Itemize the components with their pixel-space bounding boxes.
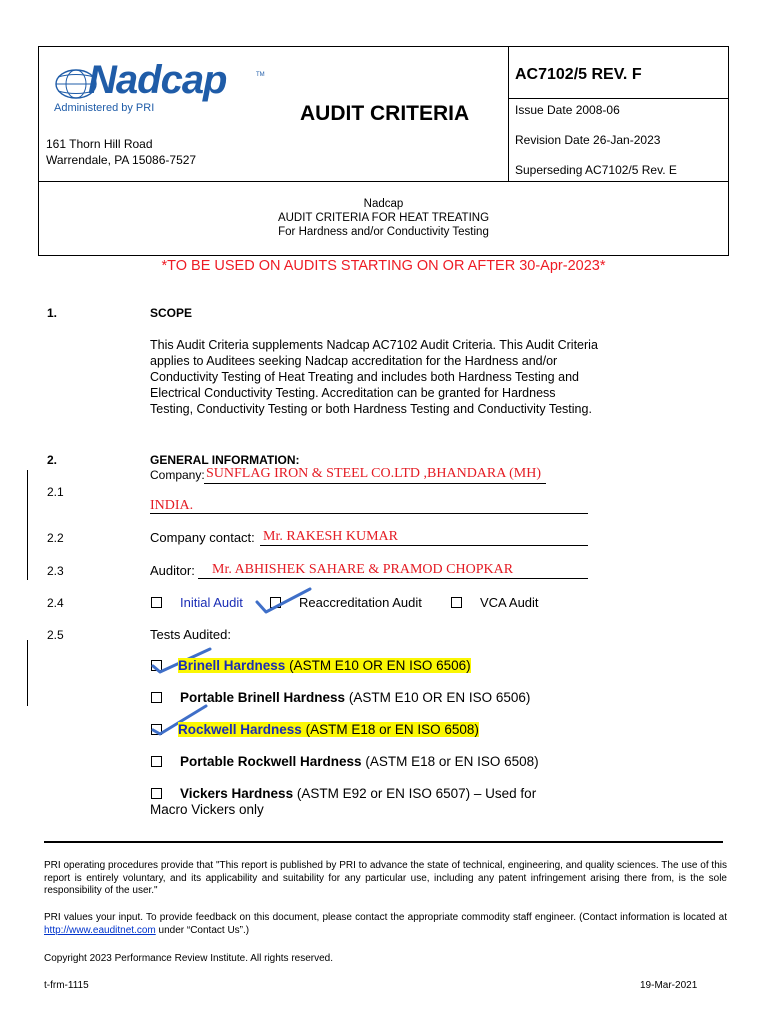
item-number: 2.3	[47, 564, 64, 578]
address-line-2: Warrendale, PA 15086-7527	[46, 153, 197, 167]
test-standard: (ASTM E18 or EN ISO 6508)	[302, 722, 479, 737]
logo-tagline: Administered by PRI	[54, 102, 155, 114]
document-number: AC7102/5 REV. F	[515, 66, 642, 83]
auditor-value: Mr. ABHISHEK SAHARE & PRAMOD CHOPKAR	[212, 562, 514, 577]
test-standard: (ASTM E10 OR EN ISO 6506)	[285, 658, 470, 673]
issue-date: Issue Date 2008-06	[515, 103, 620, 117]
subtitle-line-1: Nadcap	[363, 198, 404, 210]
test-name: Vickers Hardness	[180, 786, 294, 801]
portable-rockwell-checkbox[interactable]	[151, 756, 162, 767]
initial-audit-checkbox[interactable]	[151, 597, 162, 608]
initial-audit-label: Initial Audit	[180, 595, 243, 610]
company-underline	[204, 483, 546, 484]
test-row-rockwell	[178, 722, 479, 737]
test-standard: (ASTM E92 or EN ISO 6507) – Used for	[296, 786, 537, 801]
copyright: Copyright 2023 Performance Review Institute. All rights reserved.	[44, 953, 334, 964]
footer-feedback	[44, 912, 727, 937]
eauditnet-link[interactable]: http://www.eauditnet.com	[44, 924, 156, 936]
section-number: 2.	[47, 453, 58, 467]
test-name: Portable Rockwell Hardness	[180, 754, 362, 769]
subtitle-line-2: AUDIT CRITERIA FOR HEAT TREATING	[277, 212, 490, 224]
usage-notice: *TO BE USED ON AUDITS STARTING ON OR AFTER 30-Apr-2023*	[161, 258, 606, 274]
test-standard-continued: Macro Vickers only	[150, 802, 264, 817]
section-heading: SCOPE	[150, 306, 193, 320]
form-date: 19-Mar-2021	[640, 980, 698, 991]
reaccreditation-audit-label: Reaccreditation Audit	[299, 595, 422, 610]
item-number: 2.4	[47, 596, 64, 610]
subtitle-block	[38, 197, 729, 239]
checkmark-icon	[254, 586, 314, 616]
test-name: Brinell Hardness	[178, 658, 286, 673]
change-bar	[27, 640, 28, 706]
test-name: Portable Brinell Hardness	[180, 690, 346, 705]
test-standard: (ASTM E18 or EN ISO 6508)	[365, 754, 539, 769]
form-id: t-frm-1115	[44, 980, 89, 991]
item-number: 2.2	[47, 531, 64, 545]
footer-rule	[44, 841, 723, 843]
vca-audit-checkbox[interactable]	[451, 597, 462, 608]
section-number: 1.	[47, 306, 58, 320]
company-value-line-2: INDIA.	[150, 498, 194, 513]
test-row-vickers	[180, 786, 536, 801]
vickers-checkbox[interactable]	[151, 788, 162, 799]
footer-disclaimer: PRI operating procedures provide that "This report is published by PRI to advance the state of technical, engineering, and quality sciences. The use of this report is entirely voluntary, and its applicability and suitability for any particular use, including any patent infringement arising there from, is the sole responsibility of the user."	[44, 860, 727, 896]
footer-feedback-text-end: under “Contact Us”.)	[155, 924, 250, 936]
contact-value: Mr. RAKESH KUMAR	[263, 529, 398, 544]
logo-wordmark: Nadcap	[88, 58, 227, 102]
scope-paragraph: This Audit Criteria supplements Nadcap AC7102 Audit Criteria. This Audit Criteria applies to Auditees seeking Nadcap accreditation for the Hardness and/or Conductivity Testing of Heat Treating and includes both Hardness Testing and Electrical Conductivity Testing. Accreditation can be granted for Hardness Testing, Conductivity Testing or both Hardness Testing and Conductivity Testing.	[150, 338, 598, 416]
superseding: Superseding AC7102/5 Rev. E	[515, 163, 677, 177]
revision-date: Revision Date 26-Jan-2023	[515, 133, 661, 147]
logo-trademark: TM	[256, 72, 265, 78]
test-name: Rockwell Hardness	[178, 722, 302, 737]
contact-label: Company contact:	[150, 530, 255, 545]
test-row-brinell	[178, 658, 471, 673]
company-value: SUNFLAG IRON & STEEL CO.LTD ,BHANDARA (MH)	[206, 466, 541, 481]
test-row-portable-rockwell	[180, 754, 539, 769]
subtitle-line-3: For Hardness and/or Conductivity Testing	[278, 226, 489, 238]
company-label: Company:	[150, 468, 205, 482]
header-divider	[508, 98, 729, 99]
change-bar	[27, 470, 28, 580]
footer-feedback-text: PRI values your input. To provide feedback on this document, please contact the appropriate commodity staff engineer. (Contact information is located at	[44, 912, 727, 923]
contact-underline	[260, 545, 588, 546]
test-row-portable-brinell	[180, 690, 530, 705]
page-title: AUDIT CRITERIA	[300, 102, 470, 125]
auditor-label: Auditor:	[150, 563, 195, 578]
address-line-1: 161 Thorn Hill Road	[46, 137, 153, 151]
header-divider	[508, 46, 509, 182]
section-heading: GENERAL INFORMATION:	[150, 453, 300, 467]
item-number: 2.5	[47, 628, 64, 642]
item-number: 2.1	[47, 485, 64, 499]
vca-audit-label: VCA Audit	[480, 595, 539, 610]
test-standard: (ASTM E10 OR EN ISO 6506)	[348, 690, 531, 705]
auditor-underline	[198, 578, 588, 579]
tests-audited-label: Tests Audited:	[150, 627, 231, 642]
nadcap-logo	[52, 58, 265, 122]
company-underline-2	[150, 513, 588, 514]
